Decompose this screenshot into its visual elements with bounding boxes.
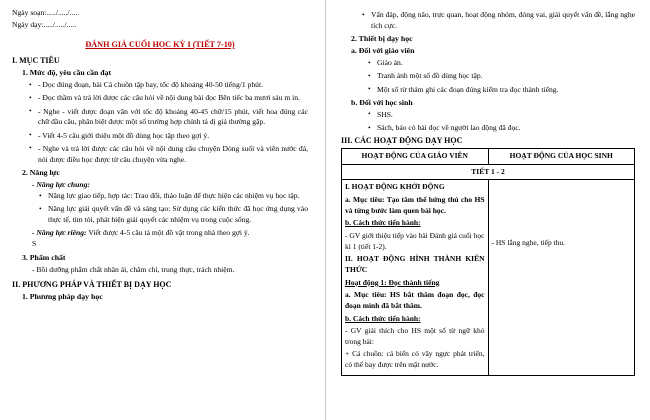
list-item: • SHS.: [377, 110, 635, 121]
section-hoat-dong-heading: III. CÁC HOẠT ĐỘNG DẠY HỌC: [341, 136, 463, 146]
phuong-phap-list: [341, 10, 635, 32]
list-item: • Năng lực giải quyết vấn đề và sáng tạo: Sử dụng các kiến thức đã học ứng dụng vào thực tế, tìm tòi, phát hiện giải quyết các nhiệm vụ trong cuộc sống.: [48, 204, 308, 226]
table-header-row: [342, 149, 635, 165]
right-page-column: [327, 0, 645, 420]
activity-detail-1: - GV giới thiệu tiếp vào bài Đánh giá cuối học kì 1 (tiết 1-2).: [345, 231, 485, 251]
activity-cach-thuc-1: b. Cách thức tiến hành:: [345, 218, 421, 228]
list-item: • Giáo án.: [377, 58, 635, 69]
page-column-divider: [325, 0, 326, 420]
hoat-dong-table: [341, 148, 635, 375]
subsection-thiet-bi-heading: 2. Thiết bị dạy học: [351, 34, 413, 44]
list-item: • - Đọc thầm và trả lời được các câu hỏi về nội dung bài đọc Bên tiếc ba mươi sáu m in.: [38, 93, 308, 104]
table-row: [342, 180, 635, 375]
nang-luc-rieng-text: Viết được 4-5 câu tả một đồ vật trong nhà theo gợi ý.: [88, 228, 250, 238]
date-day-line: Ngày dạy:...../...../.....: [12, 20, 77, 30]
thiet-bi-hoc-sinh-heading: b. Đối với học sinh: [351, 97, 413, 107]
list-item: • Sách, báo có bài đọc về người lao động đã đọc.: [377, 123, 635, 134]
subsection-muc-do-heading: 1. Mức độ, yêu cầu cần đạt: [22, 68, 112, 78]
muc-do-list: [12, 80, 308, 165]
activity-muc-tieu-1: a. Mục tiêu: Tạo tâm thế hứng thú cho HS và từng bước làm quen bài học.: [345, 195, 485, 215]
document-title: ĐÁNH GIÁ CUỐI HỌC KỲ I (TIẾT 7-10): [85, 40, 235, 50]
left-page-column: [0, 0, 318, 420]
section-muc-tieu-heading: I. MỤC TIÊU: [12, 56, 60, 66]
list-item: • - Nghe và trả lời được các câu hỏi về nội dung câu chuyện Dòng suối và viên nước đá, nói được điều học được từ câu chuyện vừa nghe.: [38, 144, 308, 166]
column-header-hoc-sinh: HOẠT ĐỘNG CỦA HỌC SINH: [488, 149, 635, 165]
thiet-bi-giao-vien-list: [341, 58, 635, 95]
list-item: • Một số từ thảm ghi các đoạn đúng kiểm tra đọc thành tiếng.: [377, 85, 635, 96]
pham-chat-text: - Bồi dưỡng phẩm chất nhân ái, chăm chỉ, trung thực, trách nhiệm.: [32, 264, 235, 274]
list-item: • Tranh ảnh một số đồ dùng học tập.: [377, 71, 635, 82]
cell-giao-vien: [342, 180, 489, 375]
nang-luc-rieng-tail: S: [32, 239, 37, 249]
table-row: [342, 164, 635, 180]
tiet-label: TIẾT 1 - 2: [342, 164, 635, 180]
subsection-nang-luc-heading: 2. Năng lực: [22, 168, 60, 178]
list-item: • Năng lực giao tiếp, hợp tác: Trao đổi, thảo luận để thực hiện các nhiệm vụ học tập.: [48, 191, 308, 202]
nang-luc-rieng-heading: - Năng lực riêng:: [32, 228, 87, 238]
activity-cach-thuc-2: b. Cách thức tiến hành:: [345, 313, 421, 323]
list-item: • Vấn đáp, động não, trực quan, hoạt động nhóm, đóng vai, giải quyết vấn đề, lắng nghe tích cực.: [371, 10, 635, 32]
activity-detail-2: - GV giải thích cho HS một số từ ngữ khó trong bài:: [345, 326, 485, 346]
nang-luc-chung-heading: - Năng lực chung:: [32, 180, 90, 190]
student-activity-1: - HS lắng nghe, tiếp thu.: [491, 238, 566, 248]
subsection-pham-chat-heading: 3. Phẩm chất: [22, 252, 66, 262]
column-header-giao-vien: HOẠT ĐỘNG CỦA GIÁO VIÊN: [342, 149, 489, 165]
nang-luc-rieng-block: [32, 228, 308, 250]
activity-muc-tieu-2: a. Mục tiêu: HS bắt thăm đoạn đọc, đọc đoạn mình đã bắt thăm.: [345, 290, 485, 310]
activity-detail-3: + Cá chuồn: cá biển có vây ngực phát triển, có thể bay được trên mặt nước.: [345, 349, 485, 370]
thiet-bi-hoc-sinh-list: [341, 110, 635, 134]
cell-hoc-sinh: [488, 180, 635, 375]
nang-luc-chung-list: [12, 191, 308, 226]
activity-heading-khoi-dong: I. HOẠT ĐỘNG KHỞI ĐỘNG: [345, 182, 445, 192]
list-item: • - Nghe - viết được đoạn văn với tốc độ khoảng 40-45 chữ/15 phút, viết hoa đúng các chữ đầu câu, phân biệt được một số trường hợp chính tả dị giả thường gặp.: [38, 107, 308, 129]
list-item: • - Đọc đúng đoạn, bài Cá chuồn tập bay, tốc độ khoảng 40-50 tiếng/1 phút.: [38, 80, 308, 91]
section-phuong-phap-heading: II. PHƯƠNG PHÁP VÀ THIẾT BỊ DẠY HỌC: [12, 279, 172, 289]
activity-heading-doc-thanh-tieng: Hoạt động 1: Đọc thành tiếng: [345, 277, 440, 287]
subsection-phuong-phap-day-hoc-heading: 1. Phương pháp dạy học: [22, 291, 103, 301]
list-item: • - Viết 4-5 câu giới thiệu một đồ dùng học tập theo gợi ý.: [38, 131, 308, 142]
activity-heading-hinh-thanh: II. HOẠT ĐỘNG HÌNH THÀNH KIẾN THỨC: [345, 254, 485, 274]
date-soan-line: Ngày soạn:...../...../.....: [12, 8, 80, 17]
thiet-bi-giao-vien-heading: a. Đối với giáo viên: [351, 46, 415, 56]
